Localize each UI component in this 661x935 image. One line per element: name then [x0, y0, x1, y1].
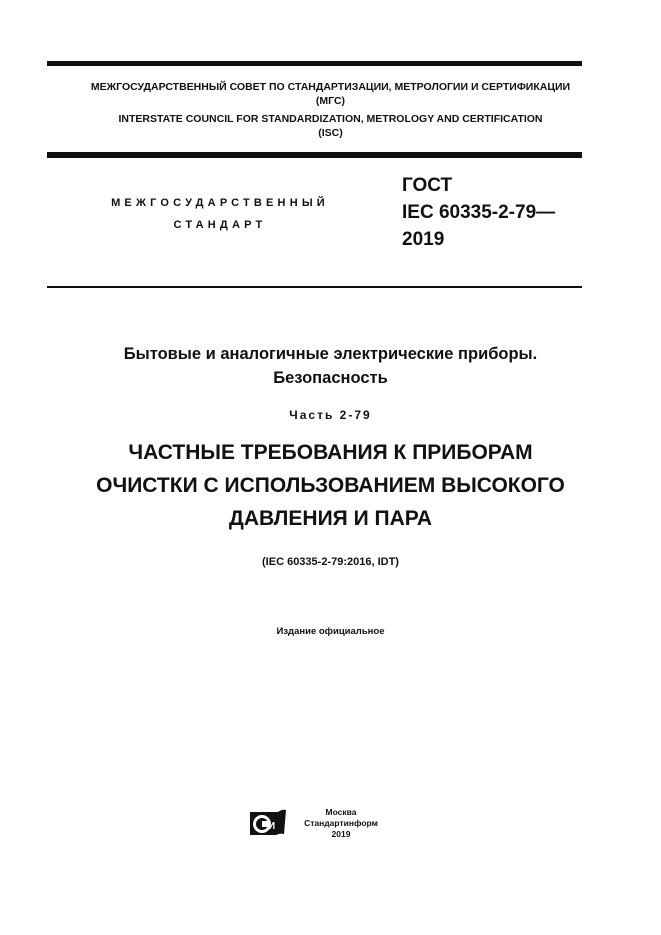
- iec-reference: (IEC 60335-2-79:2016, IDT): [262, 556, 399, 568]
- standard-type-line1: МЕЖГОСУДАРСТВЕННЫЙ: [111, 197, 329, 209]
- general-title-line2: Безопасность: [273, 369, 388, 387]
- council-rule: [47, 152, 582, 158]
- publisher-info: [296, 807, 386, 840]
- standard-type: [90, 192, 350, 236]
- council-en: INTERSTATE COUNCIL FOR STANDARDIZATION, METROLOGY AND CERTIFICATION: [118, 113, 543, 125]
- publisher-name: Стандартинформ: [304, 818, 378, 828]
- svg-text:И: И: [268, 821, 276, 832]
- publisher-city: Москва: [325, 807, 357, 817]
- standard-code-line3: 2019: [402, 229, 445, 250]
- publisher-year: 2019: [331, 829, 351, 839]
- top-rule: [47, 61, 582, 66]
- part-number: Часть 2-79: [289, 408, 372, 422]
- edition-note: Издание официальное: [276, 626, 385, 637]
- specific-title-line2: ОЧИСТКИ С ИСПОЛЬЗОВАНИЕМ ВЫСОКОГО: [96, 474, 565, 497]
- general-title-line1: Бытовые и аналогичные электрические приборы.: [123, 345, 538, 363]
- standard-code-line1: ГОСТ: [402, 175, 453, 196]
- header-rule: [47, 286, 582, 288]
- council-ru-abbr: (МГС): [315, 95, 346, 107]
- council-en-abbr: (ISC): [318, 127, 343, 139]
- publisher-logo: [248, 808, 288, 837]
- standard-code-line2: IEC 60335-2-79—: [402, 202, 556, 223]
- council-ru: МЕЖГОСУДАРСТВЕННЫЙ СОВЕТ ПО СТАНДАРТИЗАЦИИ, МЕТРОЛОГИИ И СЕРТИФИКАЦИИ: [90, 81, 571, 93]
- specific-title-line3: ДАВЛЕНИЯ И ПАРА: [228, 507, 433, 530]
- standard-type-line2: СТАНДАРТ: [173, 219, 267, 231]
- specific-title-line1: ЧАСТНЫЕ ТРЕБОВАНИЯ К ПРИБОРАМ: [128, 441, 533, 464]
- standard-code: [402, 172, 555, 253]
